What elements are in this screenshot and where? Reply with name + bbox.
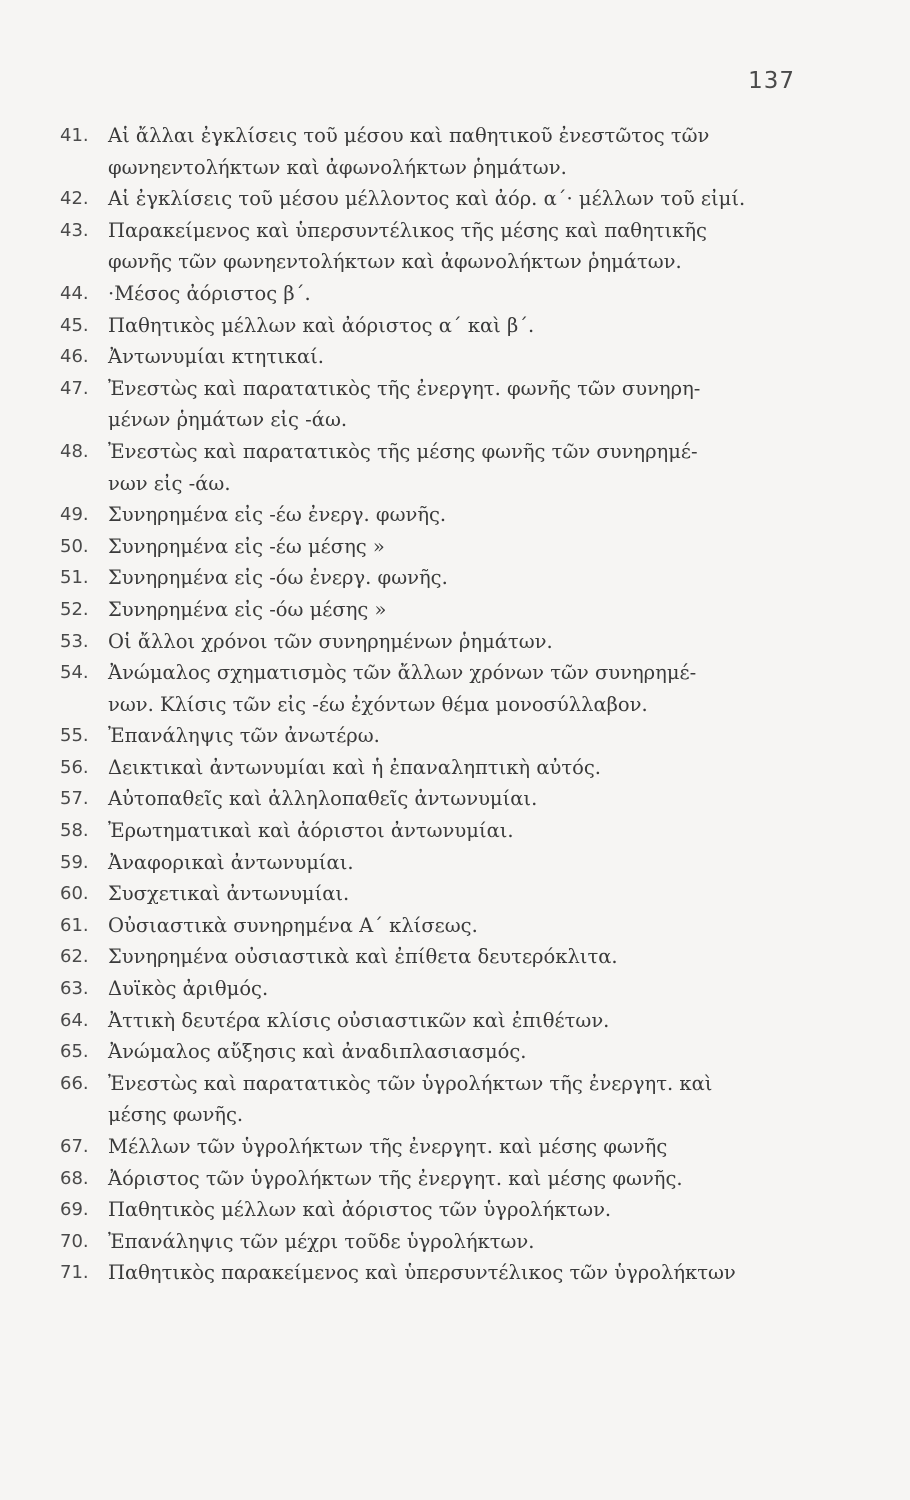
entry-text-line: Παθητικὸς μέλλων καὶ ἀόριστος α΄ καὶ β΄. bbox=[108, 313, 535, 337]
toc-entry bbox=[60, 1005, 820, 1037]
entry-text-line: Συσχετικαὶ ἀντωνυμίαι. bbox=[108, 882, 350, 906]
entry-number: 47. bbox=[60, 377, 89, 399]
entry-number: 61. bbox=[60, 914, 89, 936]
toc-entry bbox=[60, 183, 820, 215]
entry-text-line: φωνηεντολήκτων καὶ ἀφωνολήκτων ῥημάτων. bbox=[108, 155, 567, 179]
entry-text-line: Συνηρημένα εἰς -έω ἐνεργ. φωνῆς. bbox=[108, 503, 447, 527]
entry-number: 56. bbox=[60, 756, 89, 778]
toc-entry bbox=[60, 436, 820, 499]
toc-entry bbox=[60, 120, 820, 183]
entry-number: 58. bbox=[60, 820, 89, 842]
entry-text-line: Οἱ ἄλλοι χρόνοι τῶν συνηρημένων ῥημάτων. bbox=[108, 629, 553, 653]
entry-text-line: μένων ῥημάτων εἰς -άω. bbox=[108, 408, 348, 432]
entry-text-line: Παρακείμενος καὶ ὑπερσυντέλικος τῆς μέσης καὶ παθητικῆς bbox=[108, 218, 707, 242]
entry-text-line: Ἀνώμαλος σχηματισμὸς τῶν ἄλλων χρόνων τῶν συνηρημέ- bbox=[108, 661, 697, 685]
entry-text-line: Ἀττικὴ δευτέρα κλίσις οὐσιαστικῶν καὶ ἐπιθέτων. bbox=[108, 1008, 610, 1032]
entry-text-line: ·Μέσος ἀόριστος β΄. bbox=[108, 281, 311, 305]
entry-text-line: Αἱ ἐγκλίσεις τοῦ μέσου μέλλοντος καὶ ἀόρ. α΄· μέλλων τοῦ εἰμί. bbox=[108, 187, 746, 211]
toc-entry bbox=[60, 278, 820, 310]
entry-number: 51. bbox=[60, 567, 89, 589]
entry-text-line: Ἀνώμαλος αὔξησις καὶ ἀναδιπλασιασμός. bbox=[108, 1040, 527, 1064]
entry-text-line: Παθητικὸς παρακείμενος καὶ ὑπερσυντέλικος τῶν ὑγρολήκτων bbox=[108, 1261, 736, 1285]
table-of-contents bbox=[60, 120, 820, 1289]
entry-number: 67. bbox=[60, 1136, 89, 1157]
entry-text-line: Συνηρημένα εἰς -έω μέσης » bbox=[108, 534, 385, 558]
entry-text-line: Συνηρημένα εἰς -όω μέσης » bbox=[108, 597, 387, 621]
toc-entry bbox=[60, 878, 820, 910]
toc-entry bbox=[60, 847, 820, 879]
entry-text-line: Μέλλων τῶν ὑγρολήκτων τῆς ἐνεργητ. καὶ μέσης φωνῆς bbox=[108, 1135, 668, 1158]
entry-text-line: Αἱ ἄλλαι ἐγκλίσεις τοῦ μέσου καὶ παθητικοῦ ἐνεστῶτος τῶν bbox=[108, 124, 710, 147]
toc-entry bbox=[60, 657, 820, 720]
entry-text-line: Αὐτοπαθεῖς καὶ ἀλληλοπαθεῖς ἀντωνυμίαι. bbox=[108, 787, 538, 811]
entry-number: 42. bbox=[60, 188, 89, 210]
toc-entry bbox=[60, 626, 820, 658]
entry-number: 52. bbox=[60, 598, 89, 620]
toc-entry bbox=[60, 1163, 820, 1195]
toc-entry bbox=[60, 499, 820, 531]
toc-entry bbox=[60, 1226, 820, 1258]
entry-number: 71. bbox=[60, 1262, 89, 1284]
entry-number: 54. bbox=[60, 662, 89, 684]
toc-entry bbox=[60, 1068, 820, 1131]
entry-number: 63. bbox=[60, 978, 89, 1000]
entry-text-line: Ἀντωνυμίαι κτητικαί. bbox=[108, 345, 324, 369]
entry-text-line: Ἀόριστος τῶν ὑγρολήκτων τῆς ἐνεργητ. καὶ μέσης φωνῆς. bbox=[108, 1166, 683, 1190]
entry-text-line: νων. Κλίσις τῶν εἰς -έω ἐχόντων θέμα μονοσύλλαβον. bbox=[108, 692, 648, 716]
toc-entry bbox=[60, 594, 820, 626]
toc-entry bbox=[60, 815, 820, 847]
entry-text-line: Συνηρημένα οὐσιαστικὰ καὶ ἐπίθετα δευτερόκλιτα. bbox=[108, 945, 618, 969]
entry-text-line: Συνηρημένα εἰς -όω ἐνεργ. φωνῆς. bbox=[108, 566, 448, 590]
entry-number: 45. bbox=[60, 314, 89, 336]
entry-number: 60. bbox=[60, 883, 89, 905]
toc-entry bbox=[60, 720, 820, 752]
entry-text-line: Ἐνεστὼς καὶ παρατατικὸς τῆς μέσης φωνῆς τῶν συνηρημέ- bbox=[108, 439, 698, 463]
entry-number: 44. bbox=[60, 282, 89, 304]
entry-number: 43. bbox=[60, 219, 89, 241]
entry-text-line: φωνῆς τῶν φωνηεντολήκτων καὶ ἀφωνολήκτων ῥημάτων. bbox=[108, 250, 682, 274]
entry-text-line: Ἐπανάληψις τῶν μέχρι τοῦδε ὑγρολήκτων. bbox=[108, 1229, 535, 1253]
toc-entry bbox=[60, 1257, 820, 1289]
page-number: 137 bbox=[748, 68, 795, 94]
entry-number: 69. bbox=[60, 1199, 89, 1221]
toc-entry bbox=[60, 783, 820, 815]
entry-number: 68. bbox=[60, 1167, 89, 1189]
entry-number: 57. bbox=[60, 788, 89, 810]
entry-number: 48. bbox=[60, 440, 89, 462]
toc-entry bbox=[60, 373, 820, 436]
toc-entry bbox=[60, 1131, 820, 1163]
entry-number: 64. bbox=[60, 1009, 89, 1031]
entry-number: 46. bbox=[60, 346, 89, 368]
entry-number: 50. bbox=[60, 535, 89, 557]
entry-text-line: Ἐρωτηματικαὶ καὶ ἀόριστοι ἀντωνυμίαι. bbox=[108, 819, 514, 843]
entry-text-line: Παθητικὸς μέλλων καὶ ἀόριστος τῶν ὑγρολήκτων. bbox=[108, 1198, 612, 1222]
entry-number: 41. bbox=[60, 125, 89, 146]
toc-entry bbox=[60, 973, 820, 1005]
entry-text-line: Δυϊκὸς ἀριθμός. bbox=[108, 977, 269, 1001]
entry-number: 59. bbox=[60, 851, 89, 873]
entry-number: 62. bbox=[60, 946, 89, 968]
entry-text-line: Ἀναφορικαὶ ἀντωνυμίαι. bbox=[108, 850, 354, 874]
toc-entry bbox=[60, 1036, 820, 1068]
entry-number: 49. bbox=[60, 504, 89, 526]
toc-entry bbox=[60, 752, 820, 784]
entry-number: 55. bbox=[60, 725, 89, 747]
entry-text-line: Ἐνεστὼς καὶ παρατατικὸς τῶν ὑγρολήκτων τῆς ἐνεργητ. καὶ bbox=[108, 1071, 713, 1095]
entry-text-line: νων εἰς -άω. bbox=[108, 471, 231, 495]
toc-entry bbox=[60, 1194, 820, 1226]
entry-text-line: μέσης φωνῆς. bbox=[108, 1103, 244, 1127]
entry-number: 70. bbox=[60, 1230, 89, 1252]
toc-entry bbox=[60, 341, 820, 373]
entry-number: 66. bbox=[60, 1072, 89, 1094]
toc-entry bbox=[60, 910, 820, 942]
entry-text-line: Δεικτικαὶ ἀντωνυμίαι καὶ ἡ ἐπαναληπτικὴ αὐτός. bbox=[108, 755, 601, 779]
entry-number: 65. bbox=[60, 1041, 89, 1063]
entry-text-line: Ἐνεστὼς καὶ παρατατικὸς τῆς ἐνεργητ. φωνῆς τῶν συνηρη- bbox=[108, 376, 701, 400]
toc-entry bbox=[60, 531, 820, 563]
toc-entry bbox=[60, 310, 820, 342]
toc-entry bbox=[60, 562, 820, 594]
entry-text-line: Οὐσιαστικὰ συνηρημένα Α΄ κλίσεως. bbox=[108, 913, 478, 937]
toc-entry bbox=[60, 941, 820, 973]
toc-entry bbox=[60, 215, 820, 278]
entry-text-line: Ἐπανάληψις τῶν ἀνωτέρω. bbox=[108, 724, 380, 748]
entry-number: 53. bbox=[60, 630, 89, 652]
